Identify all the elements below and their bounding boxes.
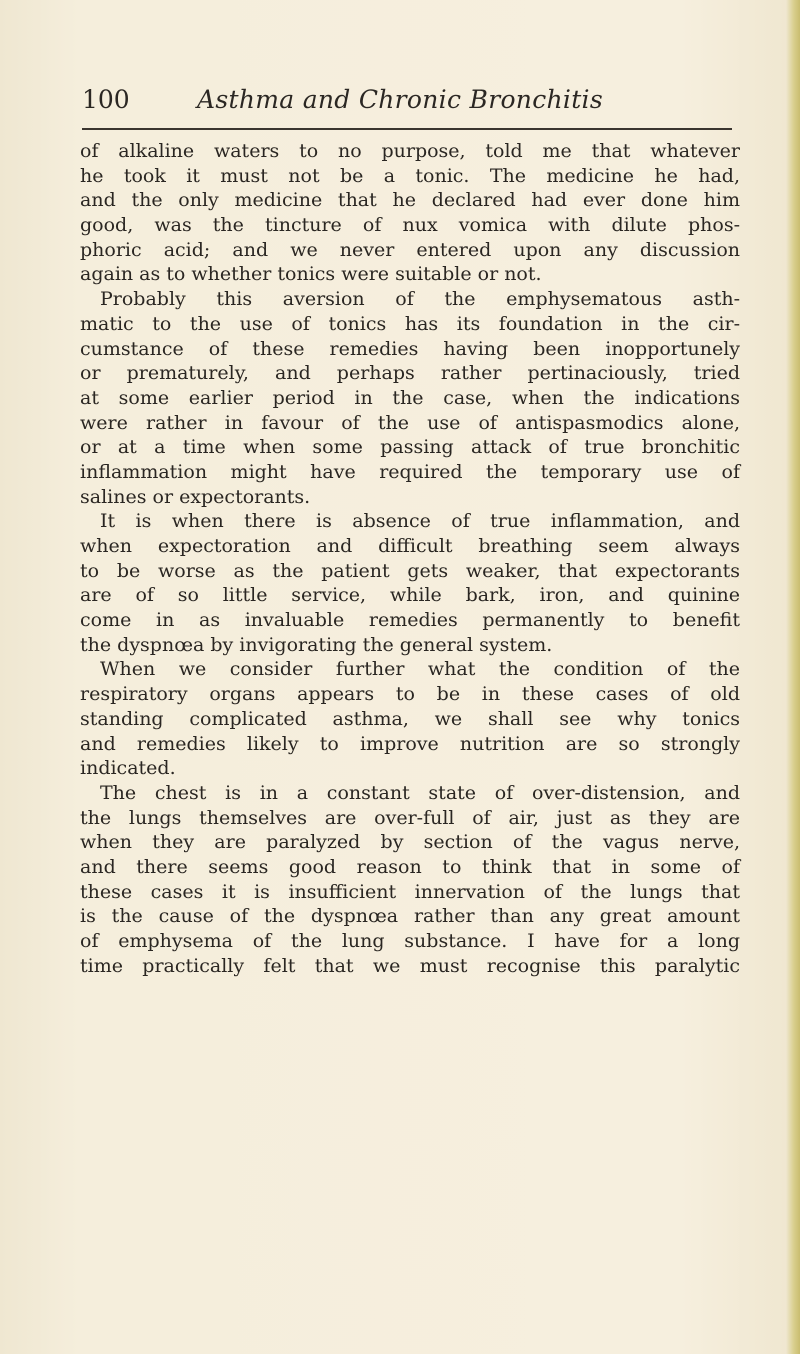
text-line: were rather in favour of the use of antispasmodics alone, [80, 411, 740, 434]
text-line: when expectoration and difficult breathing seem always [80, 535, 740, 557]
text-line: cumstance of these remedies having been inopportunely [80, 337, 740, 360]
body-text [80, 139, 740, 978]
text-line: standing complicated asthma, we shall see why tonics [80, 707, 740, 730]
text-line: inflammation might have required the temporary use of [80, 460, 740, 483]
text-line: When we consider further what the condition of the [100, 658, 740, 681]
header-rule [82, 128, 732, 130]
text-line: of emphysema of the lung substance. I have for a long [80, 930, 740, 952]
text-line: time practically felt that we must recognise this paralytic [80, 954, 740, 977]
text-line: The chest is in a constant state of over-distension, and [100, 781, 740, 804]
text-line: he took it must not be a tonic. The medicine he had, [80, 164, 740, 187]
text-line: again as to whether tonics were suitable or not. [80, 263, 542, 286]
text-line: It is when there is absence of true inflammation, and [100, 510, 740, 533]
text-line: and the only medicine that he declared had ever done him [80, 189, 740, 212]
text-line: to be worse as the patient gets weaker, that expectorants [80, 559, 740, 582]
text-line: when they are paralyzed by section of the vagus nerve, [80, 831, 740, 854]
text-line: salines or expectorants. [80, 485, 311, 508]
text-line: of alkaline waters to no purpose, told me that whatever [80, 140, 740, 162]
text-line: respiratory organs appears to be in these cases of old [80, 683, 740, 706]
text-line: indicated. [80, 757, 176, 780]
text-line: are of so little service, while bark, iron, and quinine [80, 584, 740, 607]
running-title: Asthma and Chronic Bronchitis [197, 85, 603, 114]
text-line: the lungs themselves are over-full of air, just as they are [80, 806, 740, 829]
text-line: come in as invaluable remedies permanently to benefit [80, 609, 740, 632]
text-line: phoric acid; and we never entered upon any discussion [80, 238, 740, 261]
text-line: and remedies likely to improve nutrition are so strongly [80, 732, 740, 755]
text-line: or at a time when some passing attack of true bronchitic [80, 436, 740, 459]
text-line: at some earlier period in the case, when the indications [80, 386, 740, 409]
text-line: Probably this aversion of the emphysematous asth- [100, 288, 740, 311]
running-header [82, 80, 732, 120]
text-line: or prematurely, and perhaps rather pertinaciously, tried [80, 362, 740, 385]
page-number: 100 [82, 85, 130, 114]
page-edge [786, 0, 800, 1354]
text-line: matic to the use of tonics has its foundation in the cir- [80, 312, 740, 335]
text-line: these cases it is insufficient innervation of the lungs that [80, 880, 740, 903]
text-line: and there seems good reason to think that in some of [80, 855, 740, 878]
text-line: the dyspnœa by invigorating the general system. [80, 633, 553, 656]
text-line: good, was the tincture of nux vomica with dilute phos- [80, 214, 740, 237]
text-line: is the cause of the dyspnœa rather than any great amount [80, 905, 740, 928]
